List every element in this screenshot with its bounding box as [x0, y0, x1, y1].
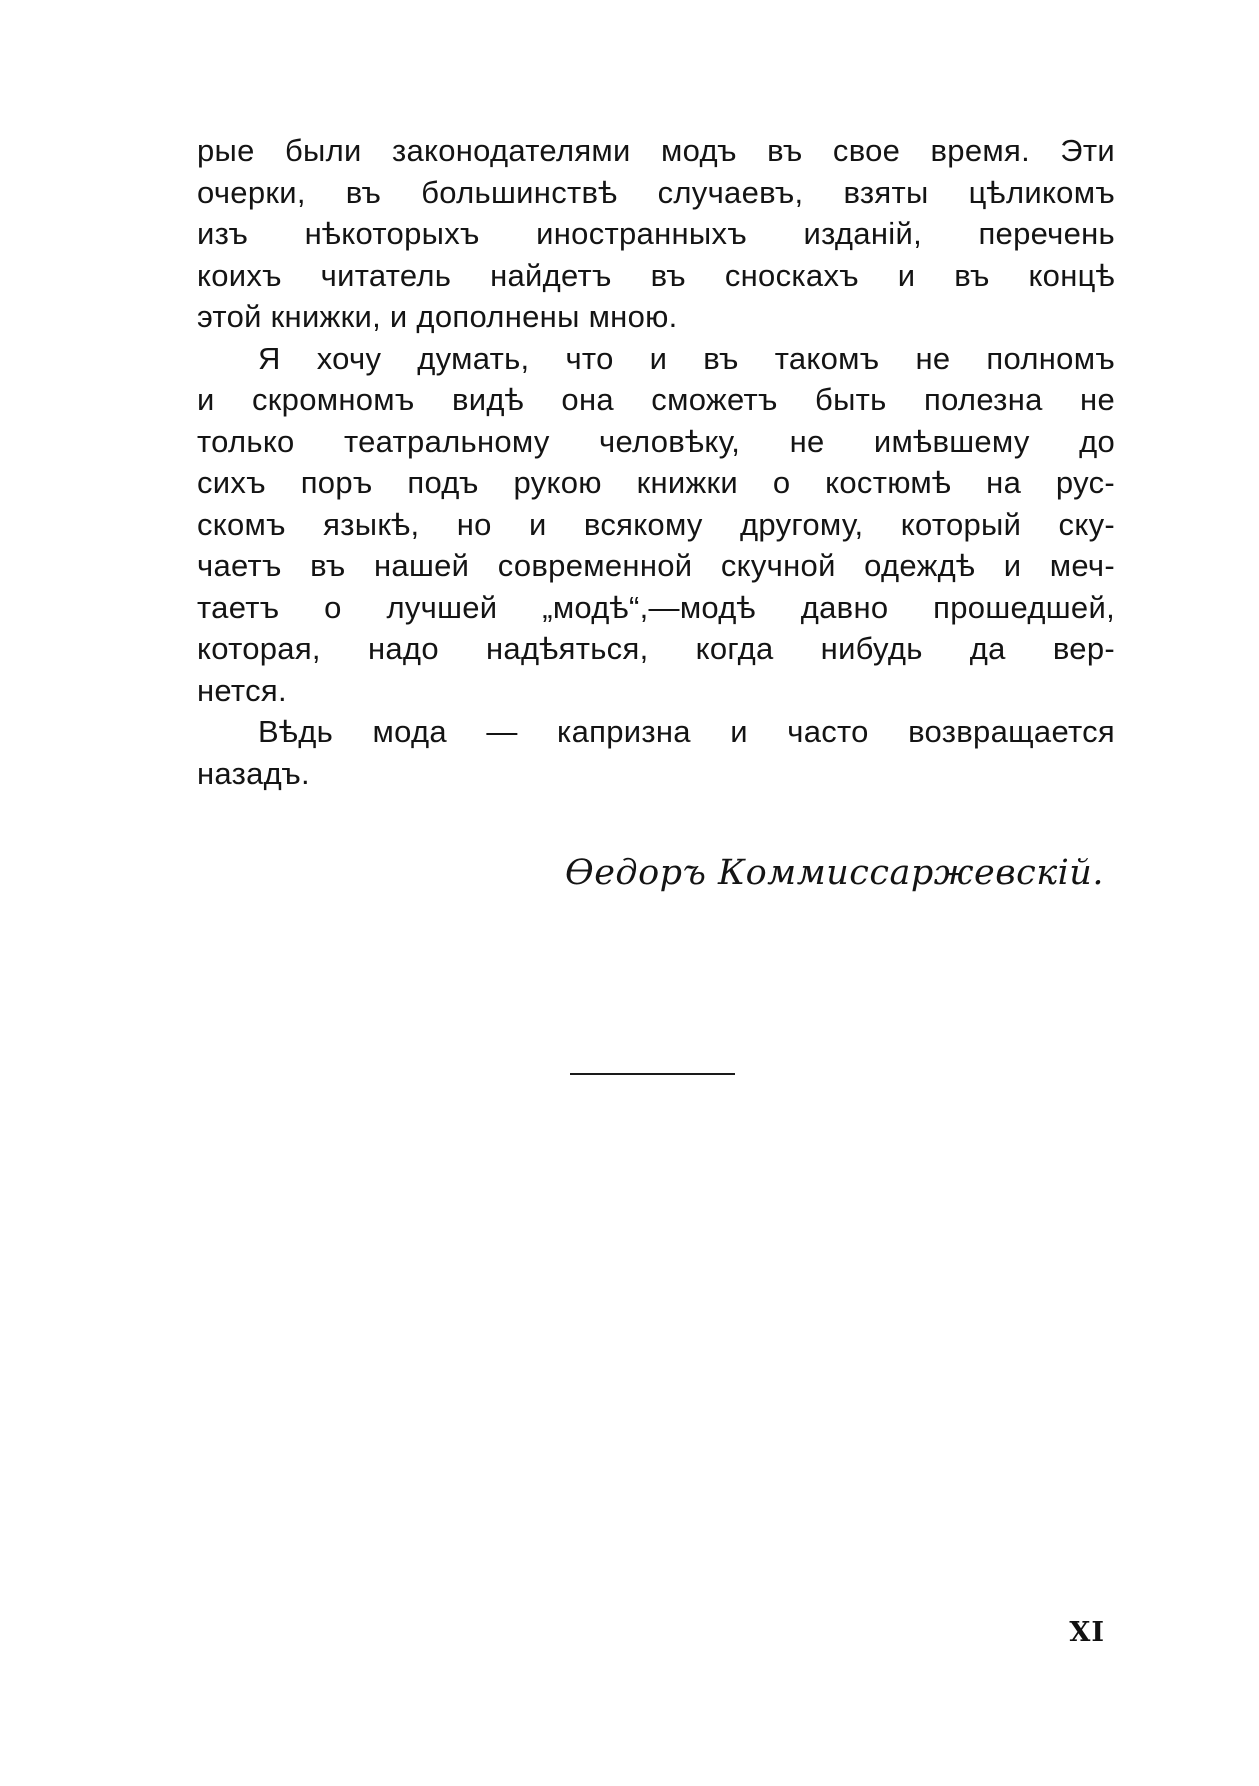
text-line: рые были законодателями модъ въ свое время. Эти	[197, 133, 1115, 168]
text-line: этой книжки, и дополнены мною.	[197, 299, 678, 334]
page-number: XI	[1069, 1617, 1105, 1648]
section-divider	[570, 1073, 735, 1075]
text-line: скомъ языкѣ, но и всякому другому, который ску-	[197, 506, 1115, 542]
text-line: таетъ о лучшей „модѣ“,—модѣ давно прошедшей,	[197, 589, 1115, 625]
text-line: которая, надо надѣяться, когда нибудь да вер-	[197, 631, 1115, 666]
text-line: чаетъ въ нашей современной скучной одеждѣ и меч-	[197, 548, 1115, 583]
text-line: Я хочу думать, что и въ такомъ не полномъ	[258, 340, 1115, 376]
text-line: очерки, въ большинствѣ случаевъ, взяты цѣликомъ	[197, 174, 1115, 210]
text-line: и скромномъ видѣ она сможетъ быть полезна не	[197, 382, 1115, 417]
author-signature: Ѳедоръ Коммиссаржевскій.	[565, 853, 1104, 893]
text-line: назадъ.	[197, 755, 310, 791]
body-text	[197, 130, 1115, 794]
text-line: сихъ поръ подъ рукою книжки о костюмѣ на рус-	[197, 465, 1115, 500]
text-line: Вѣдь мода — капризна и часто возвращается	[258, 714, 1115, 749]
text-line: только театральному человѣку, не имѣвшему до	[197, 423, 1115, 459]
text-line: коихъ читатель найдетъ въ сноскахъ и въ концѣ	[197, 257, 1115, 293]
text-line: нется.	[197, 672, 287, 708]
text-line: изъ нѣкоторыхъ иностранныхъ изданій, перечень	[197, 216, 1115, 251]
